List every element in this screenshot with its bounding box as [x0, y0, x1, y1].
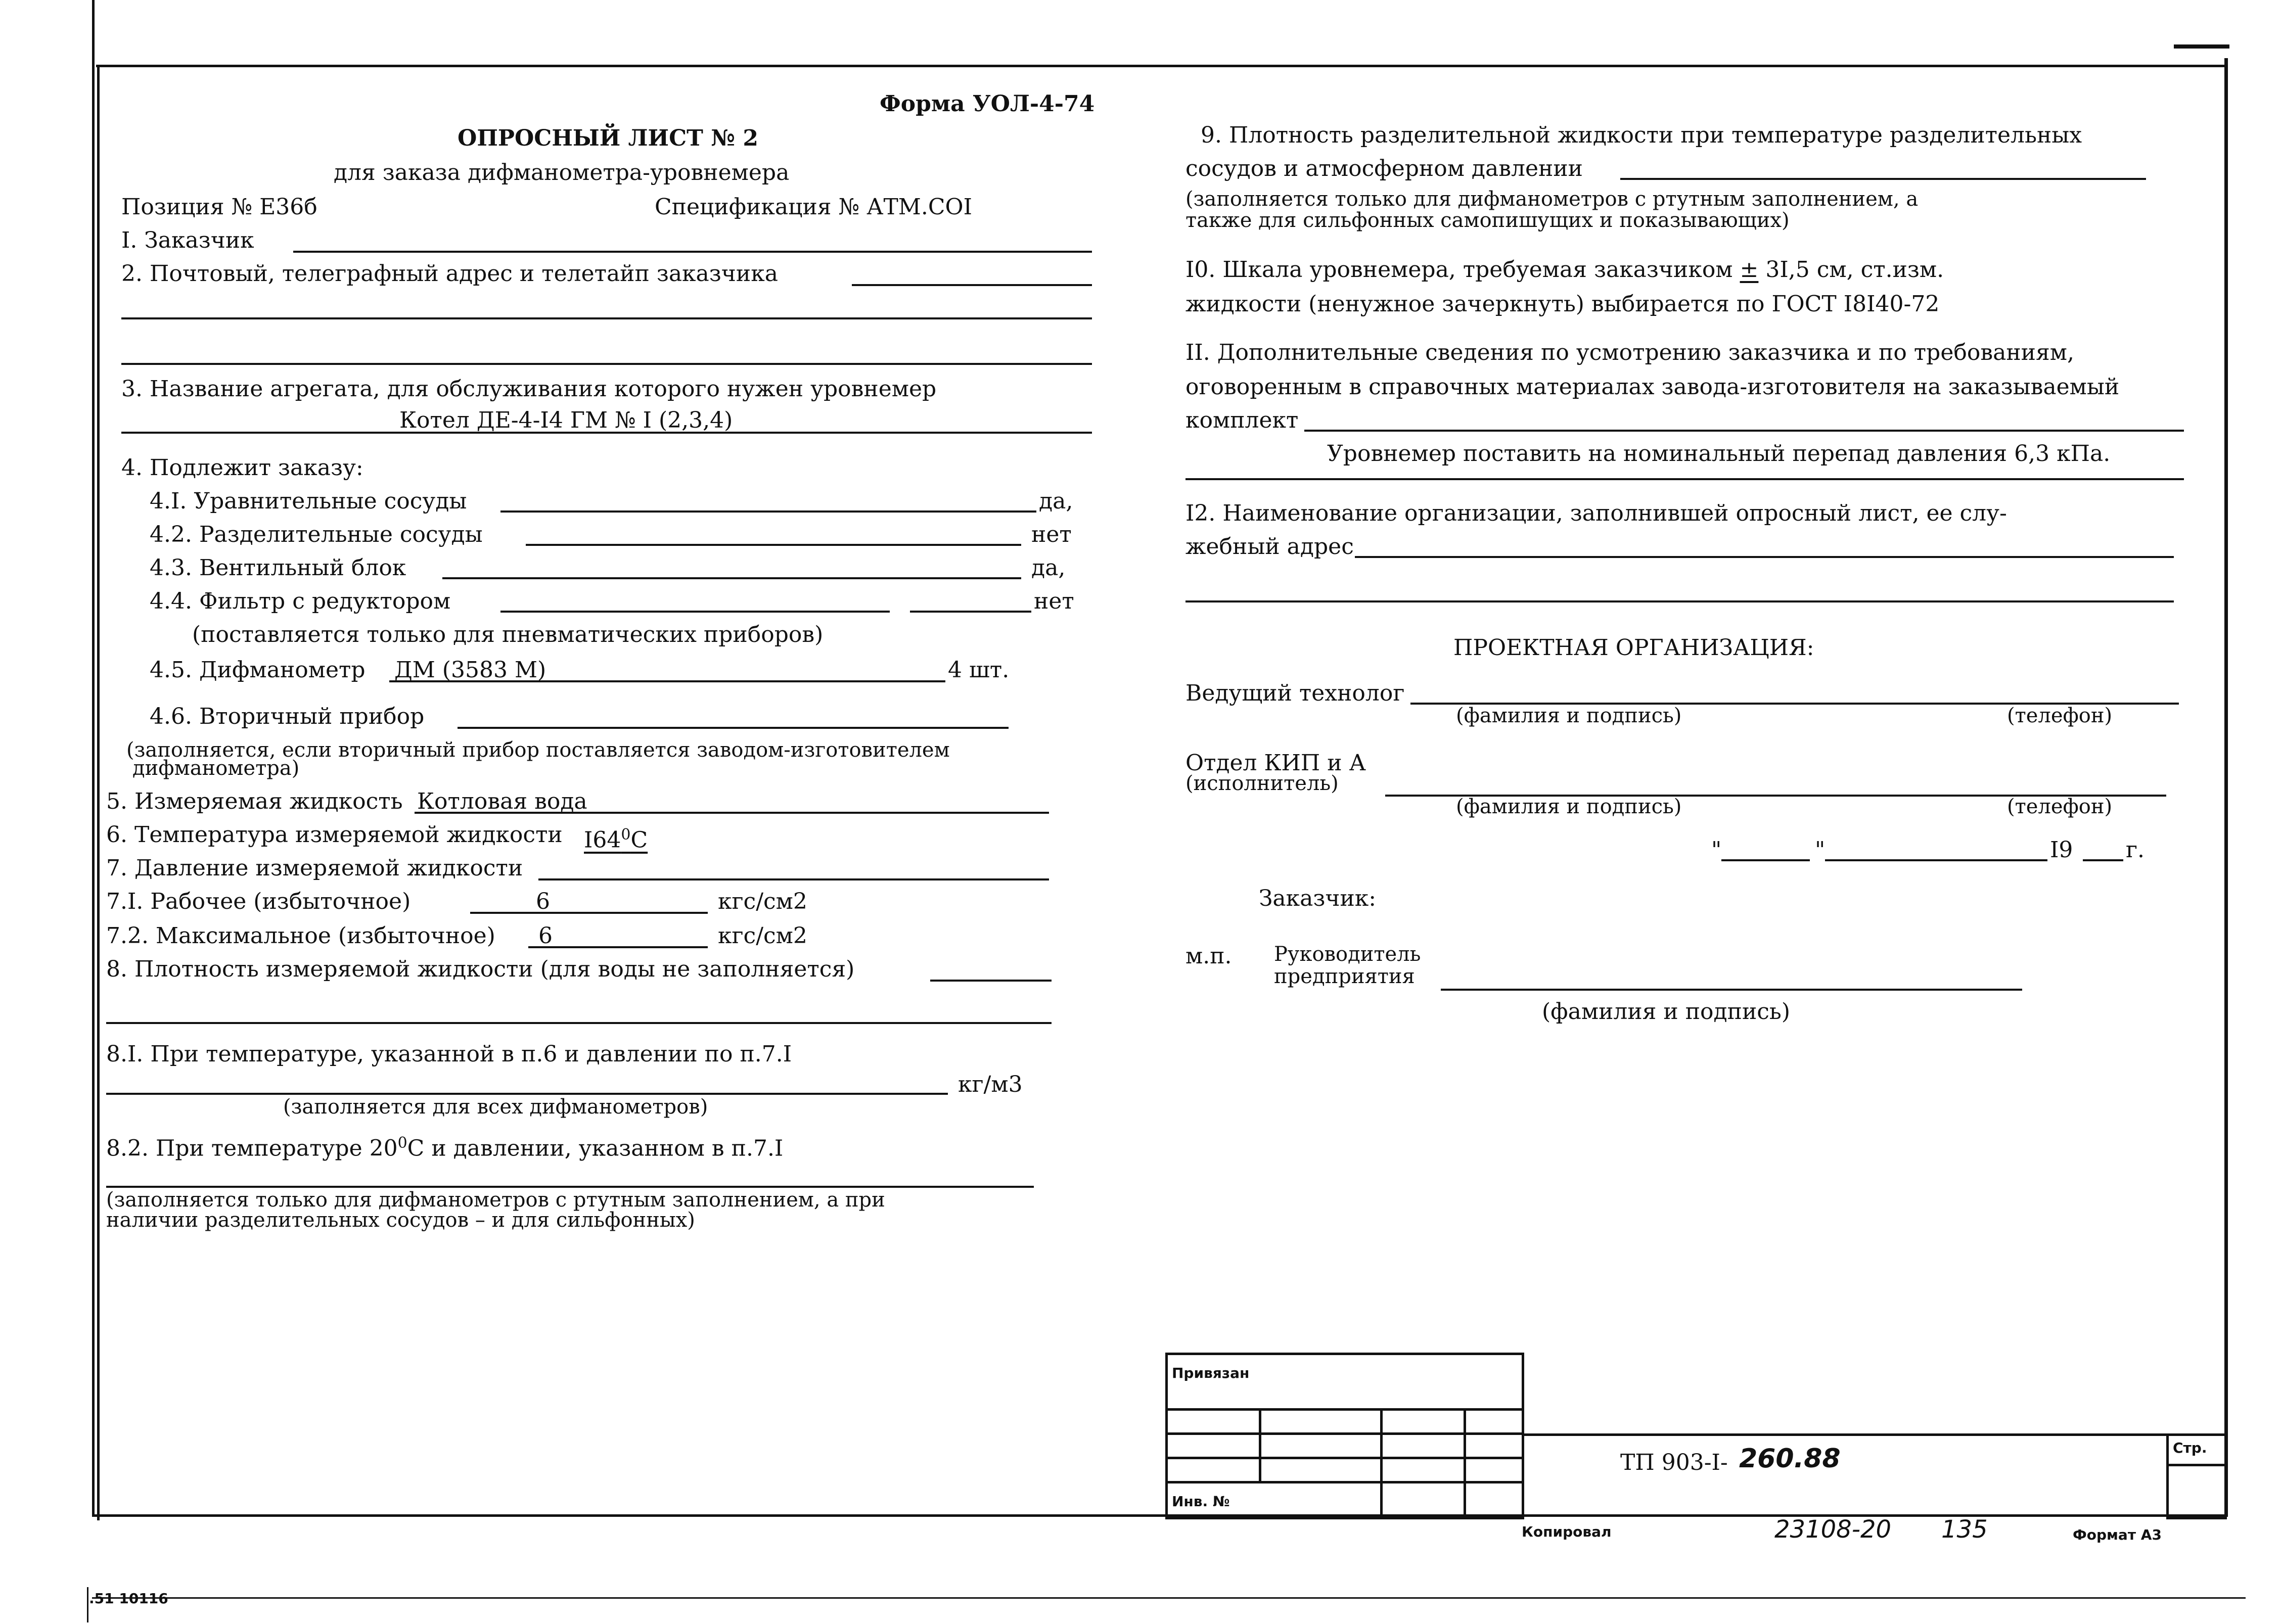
q6-value: I64: [584, 827, 621, 853]
stamp-col-1: [1259, 1408, 1261, 1481]
date-open-quote: ": [1711, 837, 1722, 863]
q82-line[interactable]: [106, 1186, 1034, 1188]
q5-label: 5. Измеряемая жидкость: [106, 788, 403, 814]
dept-phone-caption: (телефон): [2007, 795, 2113, 818]
q82-note-1: (заполняется только для дифманометров с ртутным заполнением, а при: [106, 1188, 885, 1212]
q6-unit: С: [630, 827, 648, 853]
lead-phone-caption: (телефон): [2007, 704, 2113, 727]
q10-line-2: жидкости (ненужное зачеркнуть) выбирается по ГОСТ I8I40-72: [1185, 291, 1940, 317]
corner-mark: [2174, 44, 2229, 49]
stamp-row-3: [1165, 1457, 1524, 1459]
q82-text-a: 8.2. При температуре 20: [106, 1135, 398, 1162]
q11-line-1: II. Дополнительные сведения по усмотрению заказчика и по требованиям,: [1185, 340, 2074, 365]
q10-plusminus: ±: [1740, 257, 1759, 283]
q10-line-1: [1185, 257, 1944, 283]
lead-technologist-label: Ведущий технолог: [1185, 680, 1405, 706]
q9-note-2: также для сильфонных самопишущих и показывающих): [1185, 209, 1790, 232]
q81-note: (заполняется для всех дифманометров): [283, 1095, 708, 1119]
q43-line: [442, 577, 1021, 579]
copied-by-label: Копировал: [1522, 1523, 1612, 1540]
stamp-privyazan: Привязан: [1172, 1365, 1250, 1381]
frame-left-outer: [92, 0, 95, 1516]
q11-line-2: оговоренным в справочных материалах завода-изготовителя на заказываемый: [1185, 374, 2120, 400]
q42-value: нет: [1031, 522, 1072, 547]
form-subtitle: для заказа дифманометра-уровнемера: [334, 160, 790, 185]
q41-label: 4.I. Уравнительные сосуды: [150, 488, 467, 514]
page-box-divider: [2166, 1464, 2227, 1466]
frame-left-bottom: [87, 1587, 88, 1622]
q46-note-2: дифманометра): [132, 757, 300, 780]
date-month-line[interactable]: [1825, 859, 2047, 861]
stamp-row-1: [1165, 1408, 1524, 1411]
q7-label: 7. Давление измеряемой жидкости: [106, 855, 523, 881]
q1-label: I. Заказчик: [121, 227, 254, 253]
q9-line[interactable]: [1620, 178, 2146, 180]
q44-line-a: [500, 611, 890, 613]
q3-answer: Котел ДЕ-4-I4 ГМ № I (2,3,4): [399, 407, 733, 433]
q7-line: [538, 878, 1049, 880]
format-label: Формат А3: [2073, 1526, 2162, 1543]
org-title: ПРОЕКТНАЯ ОРГАНИЗАЦИЯ:: [1453, 635, 1814, 661]
position-number: Позиция № Е36б: [121, 194, 317, 220]
seal-place: м.п.: [1185, 943, 1232, 969]
q8-line-2[interactable]: [106, 1022, 1052, 1024]
q45-label: 4.5. Дифманометр: [150, 657, 366, 683]
date-day-line[interactable]: [1721, 859, 1810, 861]
q12-line-2[interactable]: [1185, 600, 2174, 602]
q9-note-1: (заполняется только для дифманометров с ртутным заполнением, а: [1185, 188, 1919, 211]
q2-line-2[interactable]: [121, 317, 1092, 319]
q8-label: 8. Плотность измеряемой жидкости (для воды не заполняется): [106, 956, 855, 982]
q72-unit: кгс/см2: [718, 923, 807, 949]
stamp-col-3: [1464, 1408, 1466, 1519]
q10-text-a: I0. Шкала уровнемера, требуемая заказчиком: [1185, 257, 1733, 283]
q6-answer: [584, 822, 648, 854]
q82-degree: 0: [397, 1134, 407, 1152]
q41-value: да,: [1039, 488, 1073, 514]
q41-line: [500, 511, 1036, 513]
q11-line: [1304, 430, 2184, 432]
q81-unit: кг/м3: [958, 1072, 1023, 1097]
q42-line: [526, 544, 1021, 546]
q82-note-2: наличии разделительных сосудов – и для сильфонных): [106, 1209, 695, 1232]
q44-value: нет: [1034, 588, 1074, 614]
date-year-suffix: г.: [2126, 837, 2145, 863]
q10-text-b: 3I,5 см, ст.изм.: [1765, 257, 1944, 283]
margin-archive-number: .51 10116: [89, 1590, 168, 1607]
q71-line: [470, 912, 708, 914]
form-title: ОПРОСНЫЙ ЛИСТ № 2: [458, 125, 758, 151]
doc-code-hand: 260.88: [1739, 1444, 1841, 1474]
head-sig-caption: (фамилия и подпись): [1542, 999, 1791, 1025]
form-code: Форма УОЛ-4-74: [880, 91, 1095, 117]
date-year-line[interactable]: [2083, 859, 2123, 861]
date-close-quote: ": [1815, 837, 1826, 863]
q6-label: 6. Температура измеряемой жидкости: [106, 822, 563, 848]
q72-label: 7.2. Максимальное (избыточное): [106, 923, 495, 949]
q43-value: да,: [1031, 555, 1066, 581]
stamp-row-4: [1165, 1481, 1524, 1483]
frame-top: [96, 65, 2227, 67]
q42-label: 4.2. Разделительные сосуды: [150, 522, 483, 547]
stamp-row-2: [1165, 1432, 1524, 1435]
head-line[interactable]: [1441, 989, 2022, 991]
q11-line-3: комплект: [1185, 407, 1299, 433]
q82-label: [106, 1130, 783, 1162]
q46-line: [458, 727, 1009, 729]
stamp-col-2: [1380, 1408, 1383, 1519]
frame-right: [2224, 58, 2228, 1516]
dept-sig-caption: (фамилия и подпись): [1456, 795, 1682, 818]
q71-label: 7.I. Рабочее (избыточное): [106, 889, 411, 914]
q3-line: [121, 432, 1092, 434]
q46-note-1: (заполняется, если вторичный прибор поставляется заводом-изготовителем: [126, 738, 950, 762]
q45-quantity: 4 шт.: [948, 657, 1010, 683]
q2-line[interactable]: [852, 284, 1092, 286]
specification-number: Спецификация № АТМ.СОI: [655, 194, 972, 220]
q44-line-b: [910, 611, 1031, 613]
q45-answer: ДМ (3583 М): [394, 657, 546, 683]
q44-label: 4.4. Фильтр с редуктором: [150, 588, 451, 614]
q9-line-2: сосудов и атмосферном давлении: [1185, 156, 1583, 181]
dept-label-2: (исполнитель): [1185, 772, 1339, 795]
q1-line[interactable]: [293, 251, 1092, 253]
date-year-prefix: I9: [2050, 837, 2073, 863]
sheet-number: 135: [1941, 1515, 1988, 1544]
head-label-2: предприятия: [1274, 965, 1415, 988]
q12-line-1: I2. Наименование организации, заполнившей опросный лист, ее слу-: [1185, 500, 2007, 526]
archive-number: 23108-20: [1774, 1515, 1892, 1544]
q82-text-b: С и давлении, указанном в п.7.I: [407, 1135, 784, 1162]
q12-line[interactable]: [1355, 556, 2174, 558]
q71-unit: кгс/см2: [718, 889, 807, 914]
q6-degree: 0: [621, 826, 631, 844]
q4-label: 4. Подлежит заказу:: [121, 455, 363, 481]
q8-line[interactable]: [930, 980, 1052, 982]
q81-line[interactable]: [106, 1093, 948, 1095]
frame-left: [97, 65, 100, 1520]
stamp-inventory-no: Инв. №: [1172, 1493, 1230, 1510]
q3-label: 3. Название агрегата, для обслуживания которого нужен уровнемер: [121, 376, 937, 402]
q45-line: [389, 680, 945, 682]
customer-label: Заказчик:: [1259, 886, 1377, 911]
q9-line-1: 9. Плотность разделительной жидкости при температуре разделительных: [1201, 122, 2082, 148]
q5-answer: Котловая вода: [417, 788, 587, 814]
frame-bottom: [92, 1514, 2228, 1517]
q72-line: [528, 946, 708, 948]
q2-line-3[interactable]: [121, 363, 1092, 365]
q71-value: 6: [536, 889, 550, 914]
q46-label: 4.6. Вторичный прибор: [150, 704, 425, 729]
page-label: Стр.: [2173, 1440, 2207, 1456]
head-label-1: Руководитель: [1274, 943, 1421, 966]
doc-title-top: [1524, 1433, 2227, 1436]
q43-label: 4.3. Вентильный блок: [150, 555, 406, 581]
q72-value: 6: [538, 923, 553, 949]
q2-label: 2. Почтовый, телеграфный адрес и телетайп заказчика: [121, 261, 778, 287]
q11-answer: Уровнемер поставить на номинальный перепад давления 6,3 кПа.: [1327, 441, 2111, 467]
q44-note: (поставляется только для пневматических приборов): [192, 622, 824, 647]
q5-line: [415, 812, 1049, 814]
dept-label-1: Отдел КИП и А: [1185, 750, 1366, 776]
frame-under-bottom: [92, 1597, 2246, 1599]
q81-label: 8.I. При температуре, указанной в п.6 и давлении по п.7.I: [106, 1041, 792, 1067]
q12-line-2: жебный адрес: [1185, 534, 1354, 560]
q11-answer-line: [1185, 478, 2184, 480]
lead-sig-caption: (фамилия и подпись): [1456, 704, 1682, 727]
doc-code-prefix: ТП 903-I-: [1620, 1450, 1728, 1475]
